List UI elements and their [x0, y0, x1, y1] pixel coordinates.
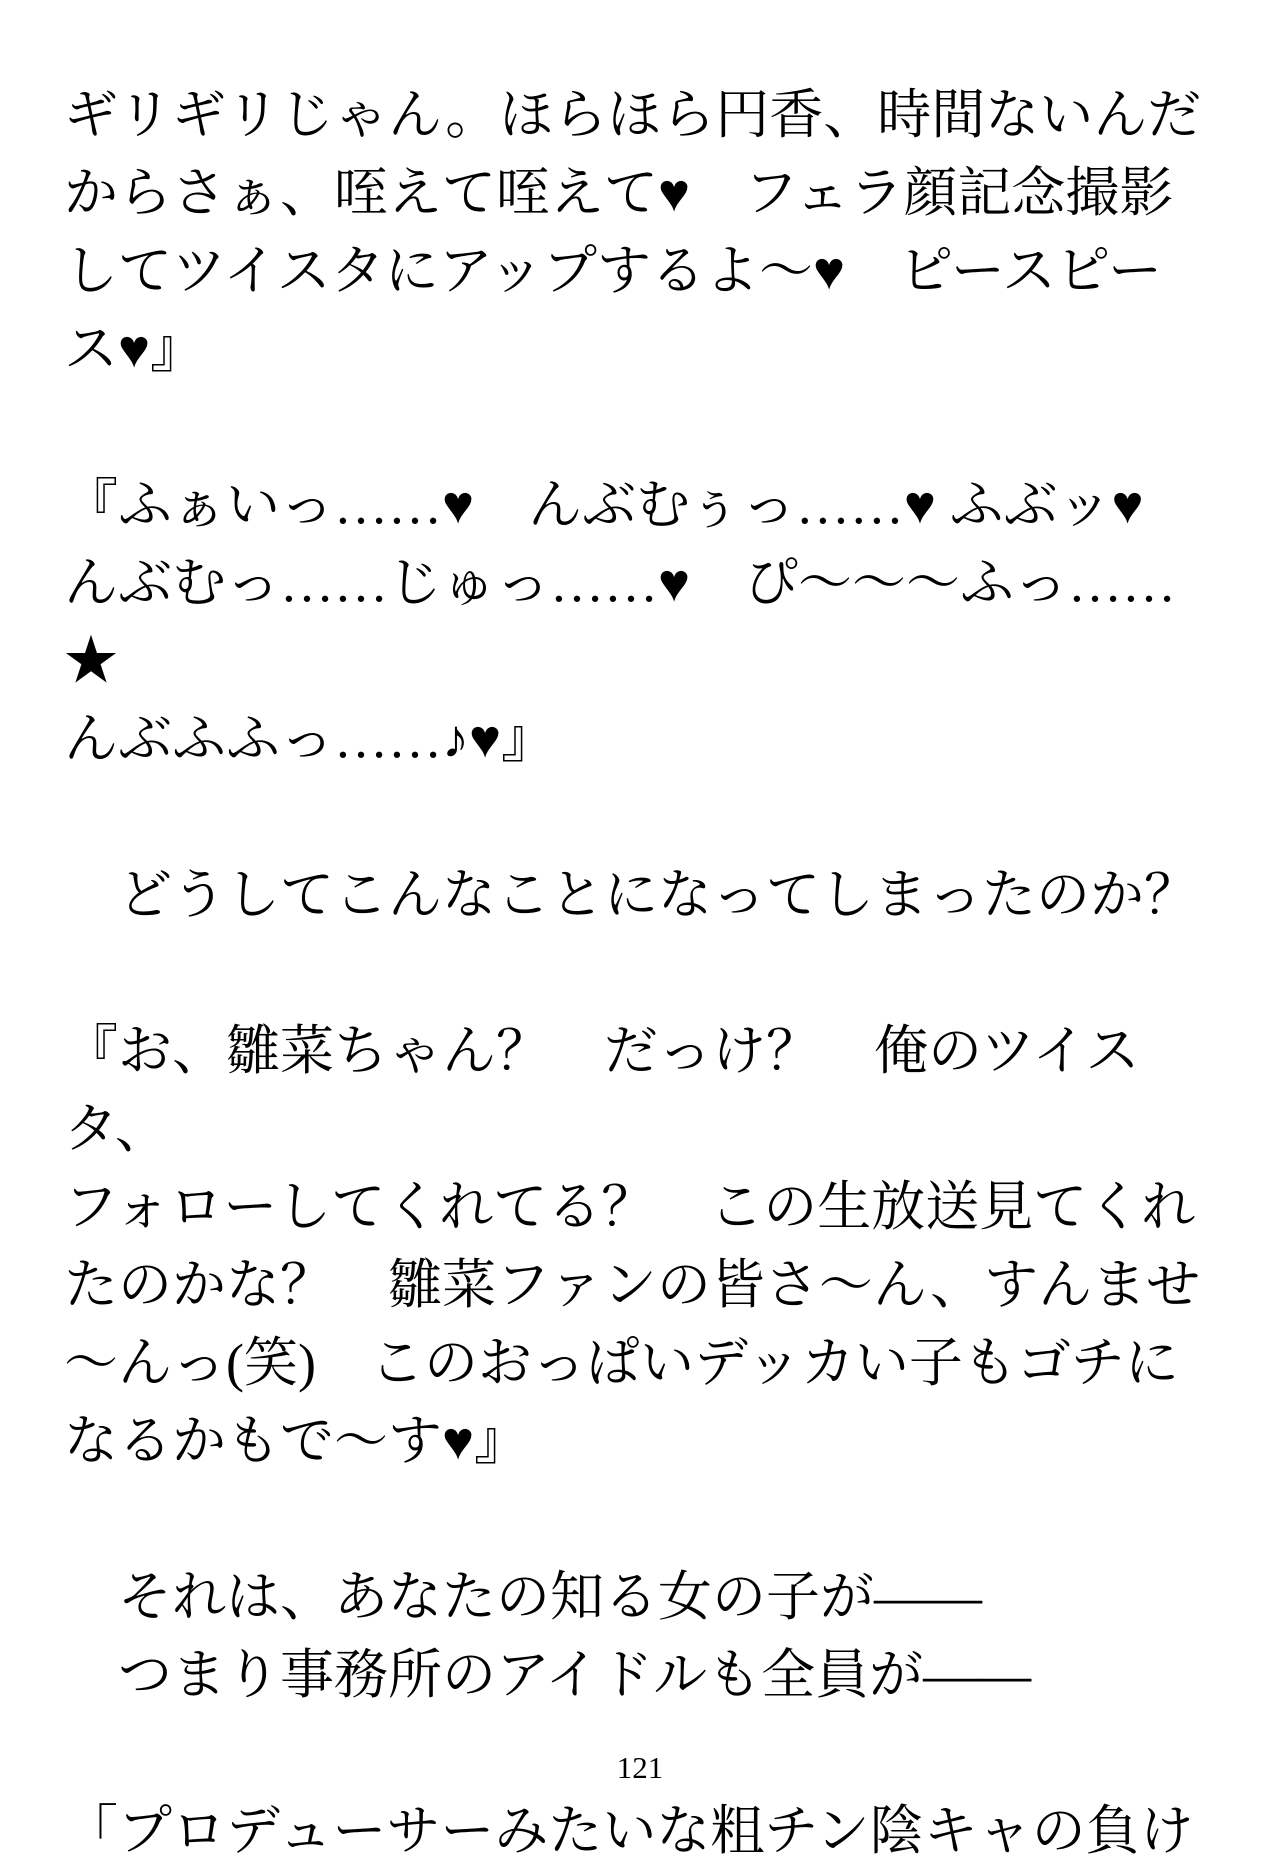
- text-line: 〜んっ(笑) このおっぱいデッカい子もゴチに: [64, 1333, 1179, 1393]
- page-number: 121: [616, 1750, 664, 1785]
- text-line: たのかな？ 雛菜ファンの皆さ〜ん、すんませ: [64, 1255, 1201, 1315]
- text-line: んぶふふっ……♪♥』: [64, 709, 556, 769]
- text-line: からさぁ、咥えて咥えて♥ フェラ顔記念撮影: [64, 163, 1174, 223]
- text-line: どうしてこんなことになってしまったのか？: [64, 865, 1198, 925]
- text-line: つまり事務所のアイドルも全員が――: [64, 1645, 1032, 1705]
- text-line: ギリギリじゃん。ほらほら円香、時間ないんだ: [64, 85, 1202, 145]
- text-line: んぶむっ……じゅっ……♥ ぴ〜〜〜ふっ……★: [64, 553, 1177, 691]
- paragraph-1: [64, 76, 1222, 388]
- text-line: フォローしてくれてる？ この生放送見てくれ: [64, 1177, 1196, 1237]
- text-line: 『ふぁいっ……♥ んぶむぅっ……♥ ふぶッ♥: [64, 475, 1144, 535]
- paragraph-4: [64, 1012, 1222, 1480]
- text-line: 「プロデューサーみたいな粗チン陰キャの負け: [64, 1801, 1194, 1861]
- text-line: それは、あなたの知る女の子が――: [64, 1567, 982, 1627]
- paragraph-3: [64, 856, 1222, 934]
- paragraph-2: [64, 466, 1222, 778]
- text-line: 『お、雛菜ちゃん？ だっけ？ 俺のツイスタ、: [64, 1021, 1140, 1159]
- paragraph-5: [64, 1558, 1222, 1714]
- text-line: ス♥』: [64, 319, 205, 379]
- text-line: してツイスタにアップするよ〜♥ ピースピー: [64, 241, 1163, 301]
- text-line: なるかもで〜す♥』: [64, 1411, 529, 1471]
